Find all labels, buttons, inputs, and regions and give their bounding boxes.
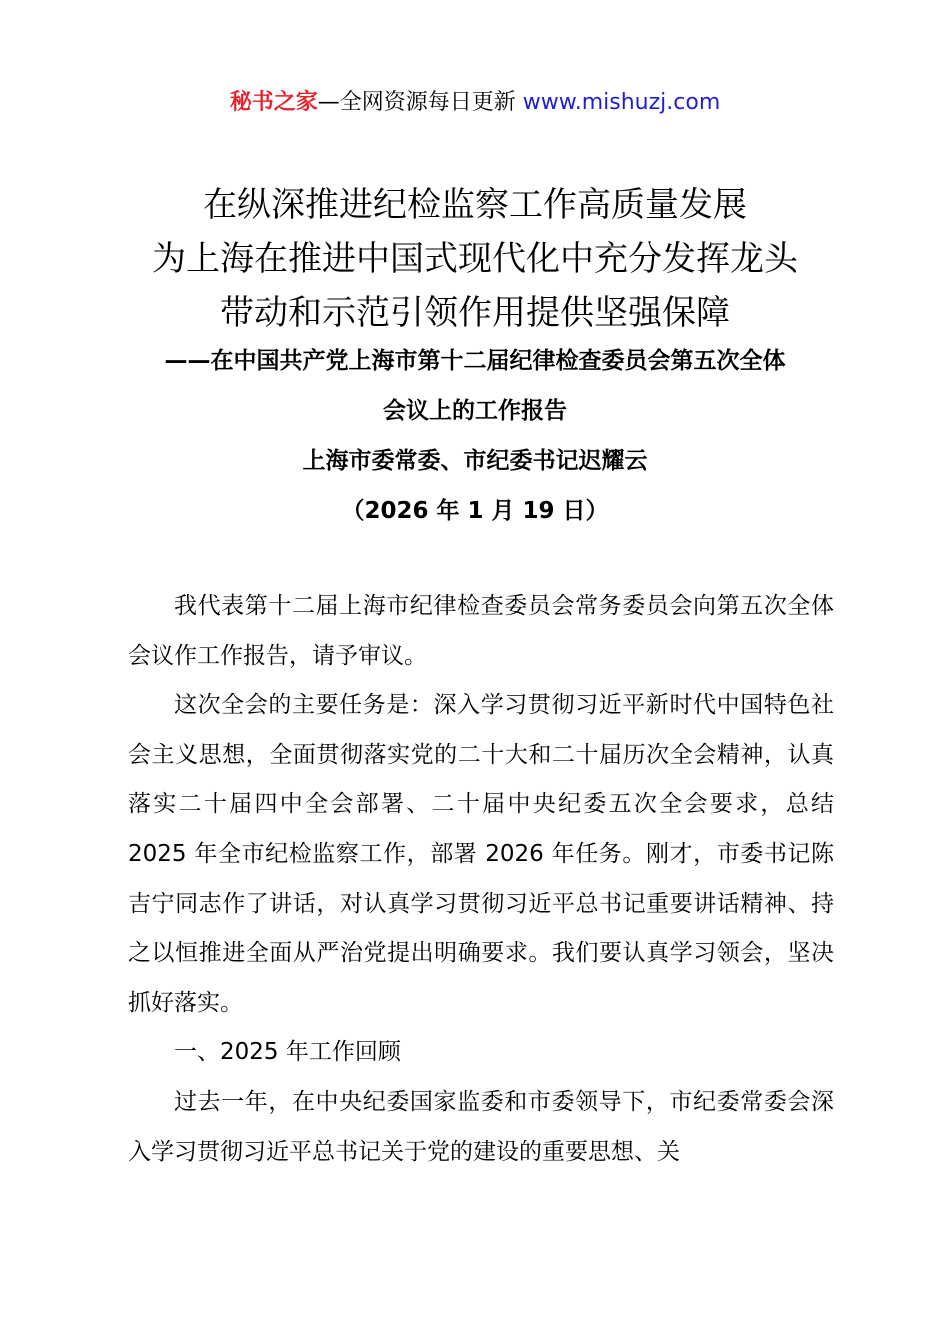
body-paragraph: 这次全会的主要任务是：深入学习贯彻习近平新时代中国特色社会主义思想，全面贯彻落实党的二十大和二十届历次全会精神，认真落实二十届四中全会部署、二十届中央纪委五次全会要求，总结 2025 年全市纪检监察工作，部署 2026 年任务。刚才，市委书记陈吉宁同志作了讲话，对认真学习贯彻习近平总书记重要讲话精神、持之以恒推进全面从严治党提出明确要求。我们要认真学习领会，坚决抓好落实。 bbox=[128, 692, 834, 1016]
site-url-link[interactable]: www.mishuzj.com bbox=[522, 90, 721, 115]
subtitle-line: 会议上的工作报告 bbox=[383, 398, 567, 424]
report-title bbox=[0, 178, 950, 340]
brand-name: 秘书之家 bbox=[229, 90, 318, 115]
section-heading: 一、2025 年工作回顾 bbox=[174, 1039, 401, 1066]
subtitle-line: ——在中国共产党上海市第十二届纪律检查委员会第五次全体 bbox=[164, 348, 786, 374]
body-paragraph: 过去一年，在中央纪委国家监委和市委领导下，市纪委常委会深入学习贯彻习近平总书记关于党的建设的重要思想、关 bbox=[128, 1088, 834, 1165]
site-header bbox=[0, 88, 950, 118]
body-paragraph: 我代表第十二届上海市纪律检查委员会常务委员会向第五次全体会议作工作报告，请予审议。 bbox=[128, 593, 834, 669]
header-tagline: —全网资源每日更新 bbox=[317, 90, 523, 115]
report-subtitle bbox=[0, 336, 950, 536]
title-line: 为上海在推进中国式现代化中充分发挥龙头 bbox=[152, 239, 798, 279]
author-line: 上海市委常委、市纪委书记迟耀云 bbox=[302, 448, 648, 474]
report-body bbox=[128, 582, 834, 1177]
title-line: 带动和示范引领作用提供坚强保障 bbox=[220, 293, 730, 333]
title-line: 在纵深推进纪检监察工作高质量发展 bbox=[203, 185, 747, 225]
date-line: （2026 年 1 月 19 日） bbox=[341, 498, 609, 524]
